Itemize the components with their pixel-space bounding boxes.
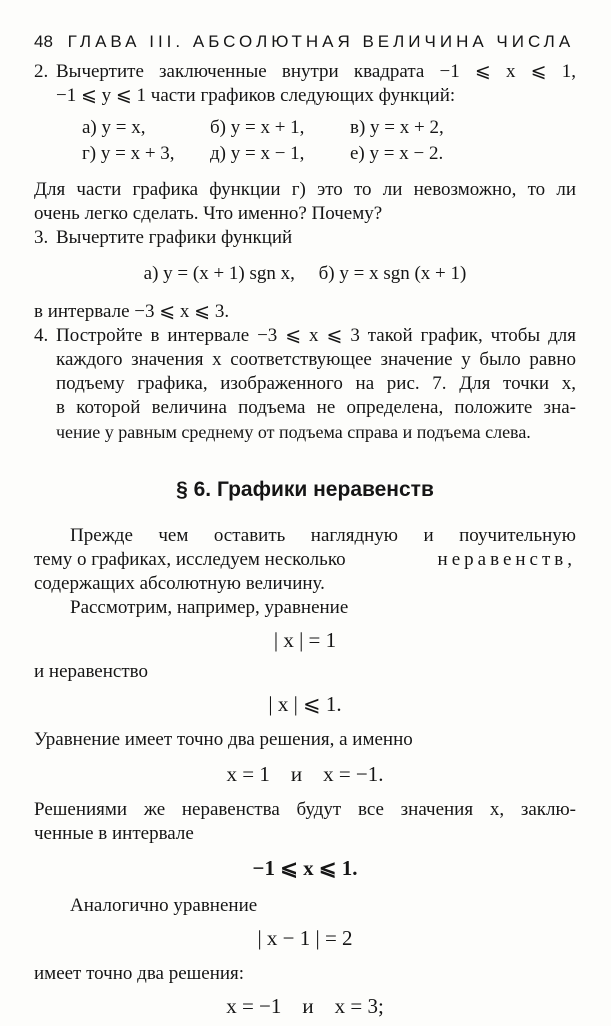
function-item: д) y = x − 1, xyxy=(210,143,305,164)
body-text: тему о графиках, исследуем несколько xyxy=(34,549,346,570)
problem-number: 2. xyxy=(34,61,49,82)
problem-3-formula: а) y = (x + 1) sgn x, б) y = x sgn (x + 1) xyxy=(143,263,467,284)
body-line: Решениями же неравенства будут все значения x, заклю- xyxy=(34,799,576,820)
problem-text-line: Вычертите заключенные внутри квадрата −1 ⩽ x ⩽ 1, xyxy=(56,61,576,82)
function-list xyxy=(82,116,576,168)
problem-text-line: Вычертите графики функций xyxy=(56,227,293,248)
body-line: Аналогично уравнение xyxy=(70,895,258,916)
formula-solutions-2: x = −1 и x = 3; xyxy=(226,994,384,1018)
body-line: ченные в интервале xyxy=(34,823,194,844)
book-page xyxy=(34,30,576,1026)
body-line xyxy=(34,548,576,572)
body-line: Прежде чем оставить наглядную и поучительную xyxy=(70,525,576,546)
problem-text-line: каждого значения x соответствующее значение y было равно xyxy=(56,349,576,370)
body-line: имеет точно два решения: xyxy=(34,963,245,984)
body-line: содержащих абсолютную величину. xyxy=(34,573,325,594)
problem-4 xyxy=(34,324,576,444)
function-item: в) y = x + 2, xyxy=(350,117,444,138)
body-emphasis: неравенств, xyxy=(437,549,576,570)
problem-number: 3. xyxy=(34,227,49,248)
note-line: Для части графика функции г) это то ли невозможно, то ли xyxy=(34,179,576,200)
body-line: Рассмотрим, например, уравнение xyxy=(70,597,349,618)
formula-abs-eq: | x | = 1 xyxy=(273,628,337,652)
formula-abs-eq-2: | x − 1 | = 2 xyxy=(257,926,353,950)
function-item: е) y = x − 2. xyxy=(350,143,444,164)
formula-abs-ineq: | x | ⩽ 1. xyxy=(268,692,342,716)
body-line: и неравенство xyxy=(34,661,148,682)
body-line: Уравнение имеет точно два решения, а именно xyxy=(34,729,413,750)
note-line: очень легко сделать. Что именно? Почему? xyxy=(34,203,383,224)
running-header xyxy=(34,30,576,52)
formula-solutions: x = 1 и x = −1. xyxy=(226,762,384,786)
function-item: б) y = x + 1, xyxy=(210,117,305,138)
problem-text-line: подъему графика, изображенного на рис. 7. Для точки x, xyxy=(56,373,576,394)
problem-text-line: Постройте в интервале −3 ⩽ x ⩽ 3 такой график, чтобы для xyxy=(56,325,576,346)
problem-number: 4. xyxy=(34,325,49,346)
problem-text-line: чение y равным среднему от подъема справа и подъема слева. xyxy=(56,422,531,442)
section-heading: § 6. Графики неравенств xyxy=(176,478,434,501)
problem-3 xyxy=(34,226,576,250)
function-item: а) y = x, xyxy=(82,117,146,138)
page-number: 48 xyxy=(34,32,53,51)
chapter-title: ГЛАВА III. АБСОЛЮТНАЯ ВЕЛИЧИНА ЧИСЛА xyxy=(67,32,575,51)
problem-text-line: −1 ⩽ y ⩽ 1 части графиков следующих функций: xyxy=(56,85,456,106)
function-row xyxy=(82,116,576,142)
function-item: г) y = x + 3, xyxy=(82,143,175,164)
problem-3-interval: в интервале −3 ⩽ x ⩽ 3. xyxy=(34,301,230,322)
section-body xyxy=(34,524,576,1018)
problem-2 xyxy=(34,60,576,108)
problem-2-note xyxy=(34,178,576,226)
function-row xyxy=(82,142,576,168)
problem-text-line: в которой величина подъема не определена, положите зна- xyxy=(56,397,576,418)
formula-interval: −1 ⩽ x ⩽ 1. xyxy=(252,856,358,880)
